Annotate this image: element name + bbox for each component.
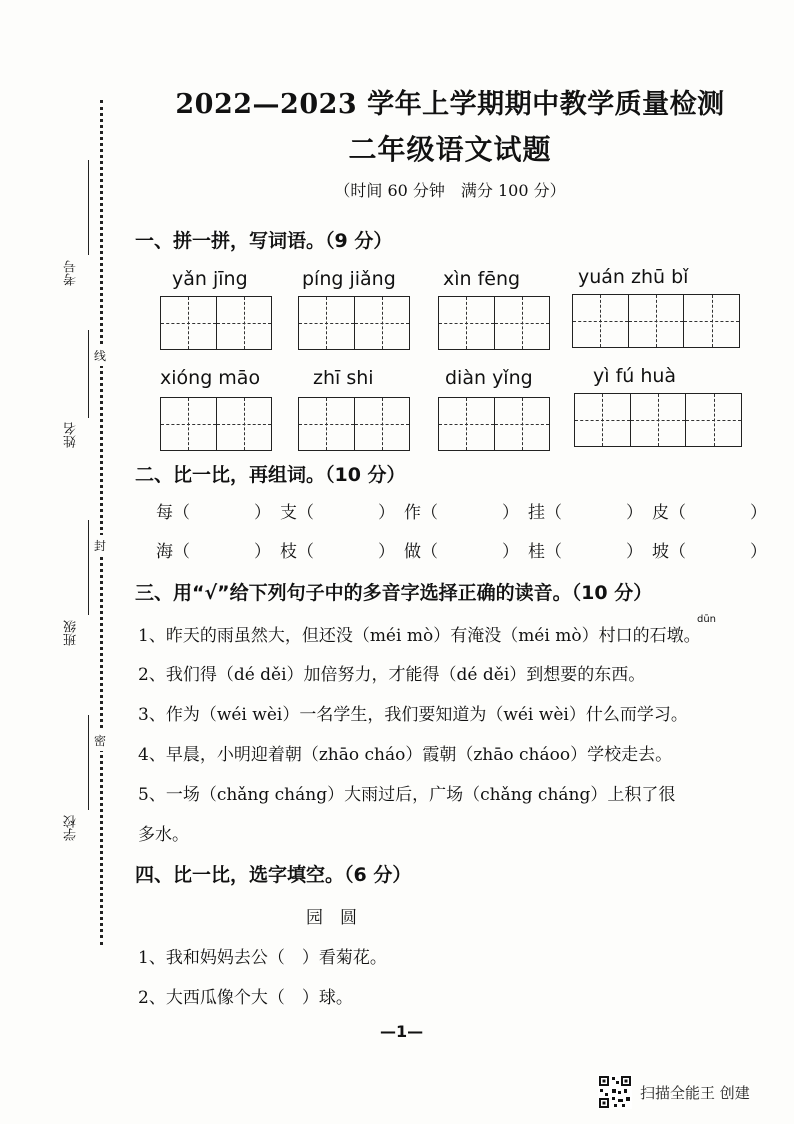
writing-box-1[interactable] xyxy=(160,296,272,350)
pinyin-4: yuán zhū bǐ xyxy=(578,266,689,288)
word-row-2 xyxy=(156,537,776,562)
class-underline xyxy=(88,520,89,615)
exam-number-field[interactable] xyxy=(62,160,102,310)
word-item[interactable]: 每（ ） xyxy=(156,503,271,523)
writing-box-2[interactable] xyxy=(298,296,410,350)
name-field[interactable] xyxy=(62,330,102,490)
word-item[interactable]: 作（ ） xyxy=(404,503,519,523)
seal-char-seal: 封 xyxy=(94,535,106,556)
pinyin-6: zhī shi xyxy=(313,367,374,389)
school-label: 学校 xyxy=(64,815,79,841)
school-underline xyxy=(88,715,89,810)
fill-line: 2、大西瓜像个大（ ）球。 xyxy=(138,988,353,1008)
word-item[interactable]: 挂（ ） xyxy=(528,503,643,523)
question-line: 4、早晨，小明迎着朝（zhāo cháo）霞朝（zhāo cháoo）学校走去。 xyxy=(138,745,673,765)
writing-box-8[interactable] xyxy=(574,393,742,447)
exam-title: 2022—2023 学年上学期期中教学质量检测 xyxy=(175,89,725,120)
seal-char-line: 线 xyxy=(94,345,106,366)
exam-info: （时间 60 分钟 满分 100 分） xyxy=(334,181,566,200)
pinyin-5: xióng māo xyxy=(160,367,261,389)
word-item[interactable]: 桂（ ） xyxy=(528,542,643,562)
writing-box-5[interactable] xyxy=(160,397,272,451)
char-options: 园 圆 xyxy=(306,908,357,928)
question-line: 3、作为（wéi wèi）一名学生，我们要知道为（wéi wèi）什么而学习。 xyxy=(138,705,688,725)
word-item[interactable]: 做（ ） xyxy=(404,542,519,562)
word-item[interactable]: 枝（ ） xyxy=(280,542,395,562)
fill-line: 1、我和妈妈去公（ ）看菊花。 xyxy=(138,948,387,968)
seal-char-secret: 密 xyxy=(94,730,106,751)
pinyin-2: píng jiǎng xyxy=(302,268,396,290)
section2-heading: 二、比一比，再组词。（10 分） xyxy=(135,464,406,486)
section3-heading: 三、用“√”给下列句子中的多音字选择正确的读音。（10 分） xyxy=(135,582,653,604)
question-line: 5、一场（chǎng cháng）大雨过后，广场（chǎng cháng）上积了很 xyxy=(138,785,676,805)
word-item[interactable]: 坡（ ） xyxy=(652,542,767,562)
page-number: —1— xyxy=(380,1022,424,1041)
pinyin-7: diàn yǐng xyxy=(445,367,533,389)
scanner-watermark: 扫描全能王 创建 xyxy=(640,1084,750,1102)
pinyin-1: yǎn jīng xyxy=(172,268,248,290)
writing-box-7[interactable] xyxy=(438,397,550,451)
section4-heading: 四、比一比，选字填空。（6 分） xyxy=(135,864,412,886)
exam-subtitle: 二年级语文试题 xyxy=(348,133,552,166)
word-item[interactable]: 支（ ） xyxy=(280,503,395,523)
pinyin-3: xìn fēng xyxy=(443,268,521,290)
writing-box-3[interactable] xyxy=(438,296,550,350)
question-line: 多水。 xyxy=(138,825,189,845)
school-field[interactable] xyxy=(62,715,102,865)
pinyin-annotation: dūn xyxy=(697,614,717,625)
section1-heading: 一、拼一拼，写词语。（9 分） xyxy=(135,230,393,252)
class-label: 班级 xyxy=(64,620,79,646)
word-row-1 xyxy=(156,498,776,523)
exam-number-underline xyxy=(88,160,89,255)
class-field[interactable] xyxy=(62,520,102,680)
question-line: 1、昨天的雨虽然大，但还没（méi mò）有淹没（méi mò）村口的石墩。 xyxy=(138,626,701,646)
name-underline xyxy=(88,330,89,418)
word-item[interactable]: 海（ ） xyxy=(156,542,271,562)
exam-number-label: 考号 xyxy=(64,260,79,286)
qr-code-icon xyxy=(598,1075,632,1109)
word-item[interactable]: 皮（ ） xyxy=(652,503,767,523)
writing-box-4[interactable] xyxy=(572,294,740,348)
name-label: 姓名 xyxy=(64,422,79,448)
pinyin-8: yì fú huà xyxy=(593,365,677,387)
question-line: 2、我们得（dé děi）加倍努力，才能得（dé děi）到想要的东西。 xyxy=(138,665,646,685)
writing-box-6[interactable] xyxy=(298,397,410,451)
